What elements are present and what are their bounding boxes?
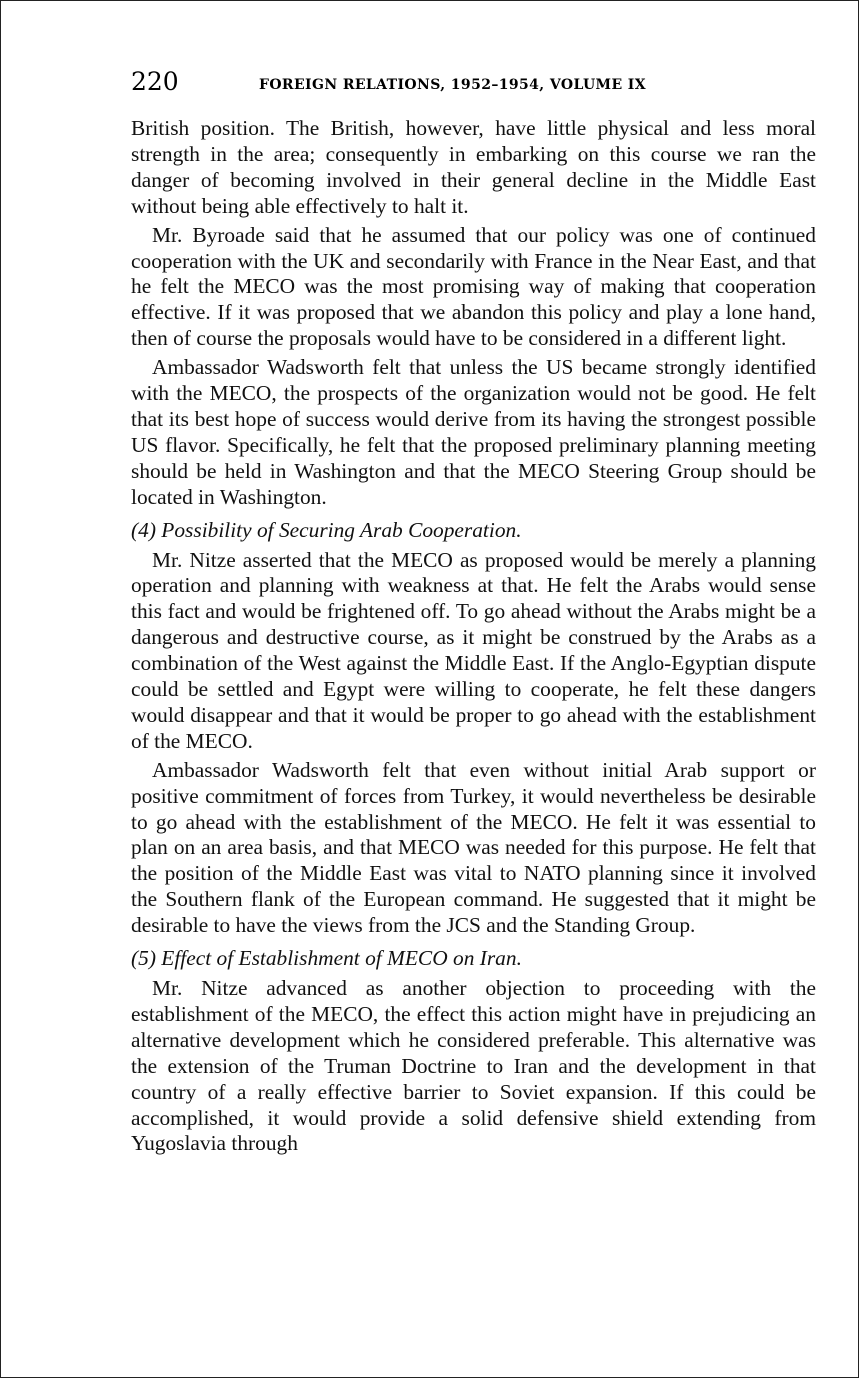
paragraph: British position. The British, however, have little physical and less moral strength in the area; consequently in embarking on this course we ran the danger of becoming involved in their general decline in the Middle East without being able effectively to halt it. (131, 116, 816, 218)
page-number: 220 (131, 67, 179, 96)
page-header (131, 67, 821, 101)
running-head: FOREIGN RELATIONS, 1952–1954, VOLUME IX (259, 77, 647, 93)
paragraph: Mr. Byroade said that he assumed that our policy was one of continued cooperation with the UK and secondarily with France in the Near East, and that he felt the MECO was the most promising way of making that cooperation effective. If it was proposed that we abandon this policy and play a lone hand, then of course the proposals would have to be considered in a different light. (131, 222, 816, 351)
section-heading: (5) Effect of Establishment of MECO on Iran. (131, 946, 522, 971)
body-text (131, 116, 816, 1157)
paragraph: Ambassador Wadsworth felt that even without initial Arab support or positive commitment of forces from Turkey, it would nevertheless be desirable to go ahead with the establishment of the MECO. He felt it was essential to plan on an area basis, and that MECO was needed for this purpose. He felt that the position of the Middle East was vital to NATO planning since it involved the Southern flank of the European command. He suggested that it might be desirable to have the views from the JCS and the Standing Group. (131, 757, 816, 938)
paragraph: Mr. Nitze advanced as another objection to proceeding with the establishment of the MECO, the effect this action might have in prejudicing an alternative development which he considered preferable. This alternative was the extension of the Truman Doctrine to Iran and the development in that country of a really effective barrier to Soviet expansion. If this could be accomplished, it would provide a solid defensive shield extending from Yugoslavia through (131, 976, 816, 1156)
paragraph: Ambassador Wadsworth felt that unless the US became strongly identified with the MECO, the prospects of the organization would not be good. He felt that its best hope of success would derive from its having the strongest possible US flavor. Specifically, he felt that the proposed preliminary planning meeting should be held in Washington and that the MECO Steering Group should be located in Washington. (131, 355, 816, 509)
section-heading: (4) Possibility of Securing Arab Cooperation. (131, 517, 522, 542)
paragraph: Mr. Nitze asserted that the MECO as proposed would be merely a planning operation and planning with weakness at that. He felt the Arabs would sense this fact and would be frightened off. To go ahead without the Arabs might be a dangerous and destructive course, as it might be construed by the Arabs as a combination of the West against the Middle East. If the Anglo-Egyptian dispute could be settled and Egypt were willing to cooperate, he felt these dangers would disappear and that it would be proper to go ahead with the establishment of the MECO. (131, 547, 816, 753)
